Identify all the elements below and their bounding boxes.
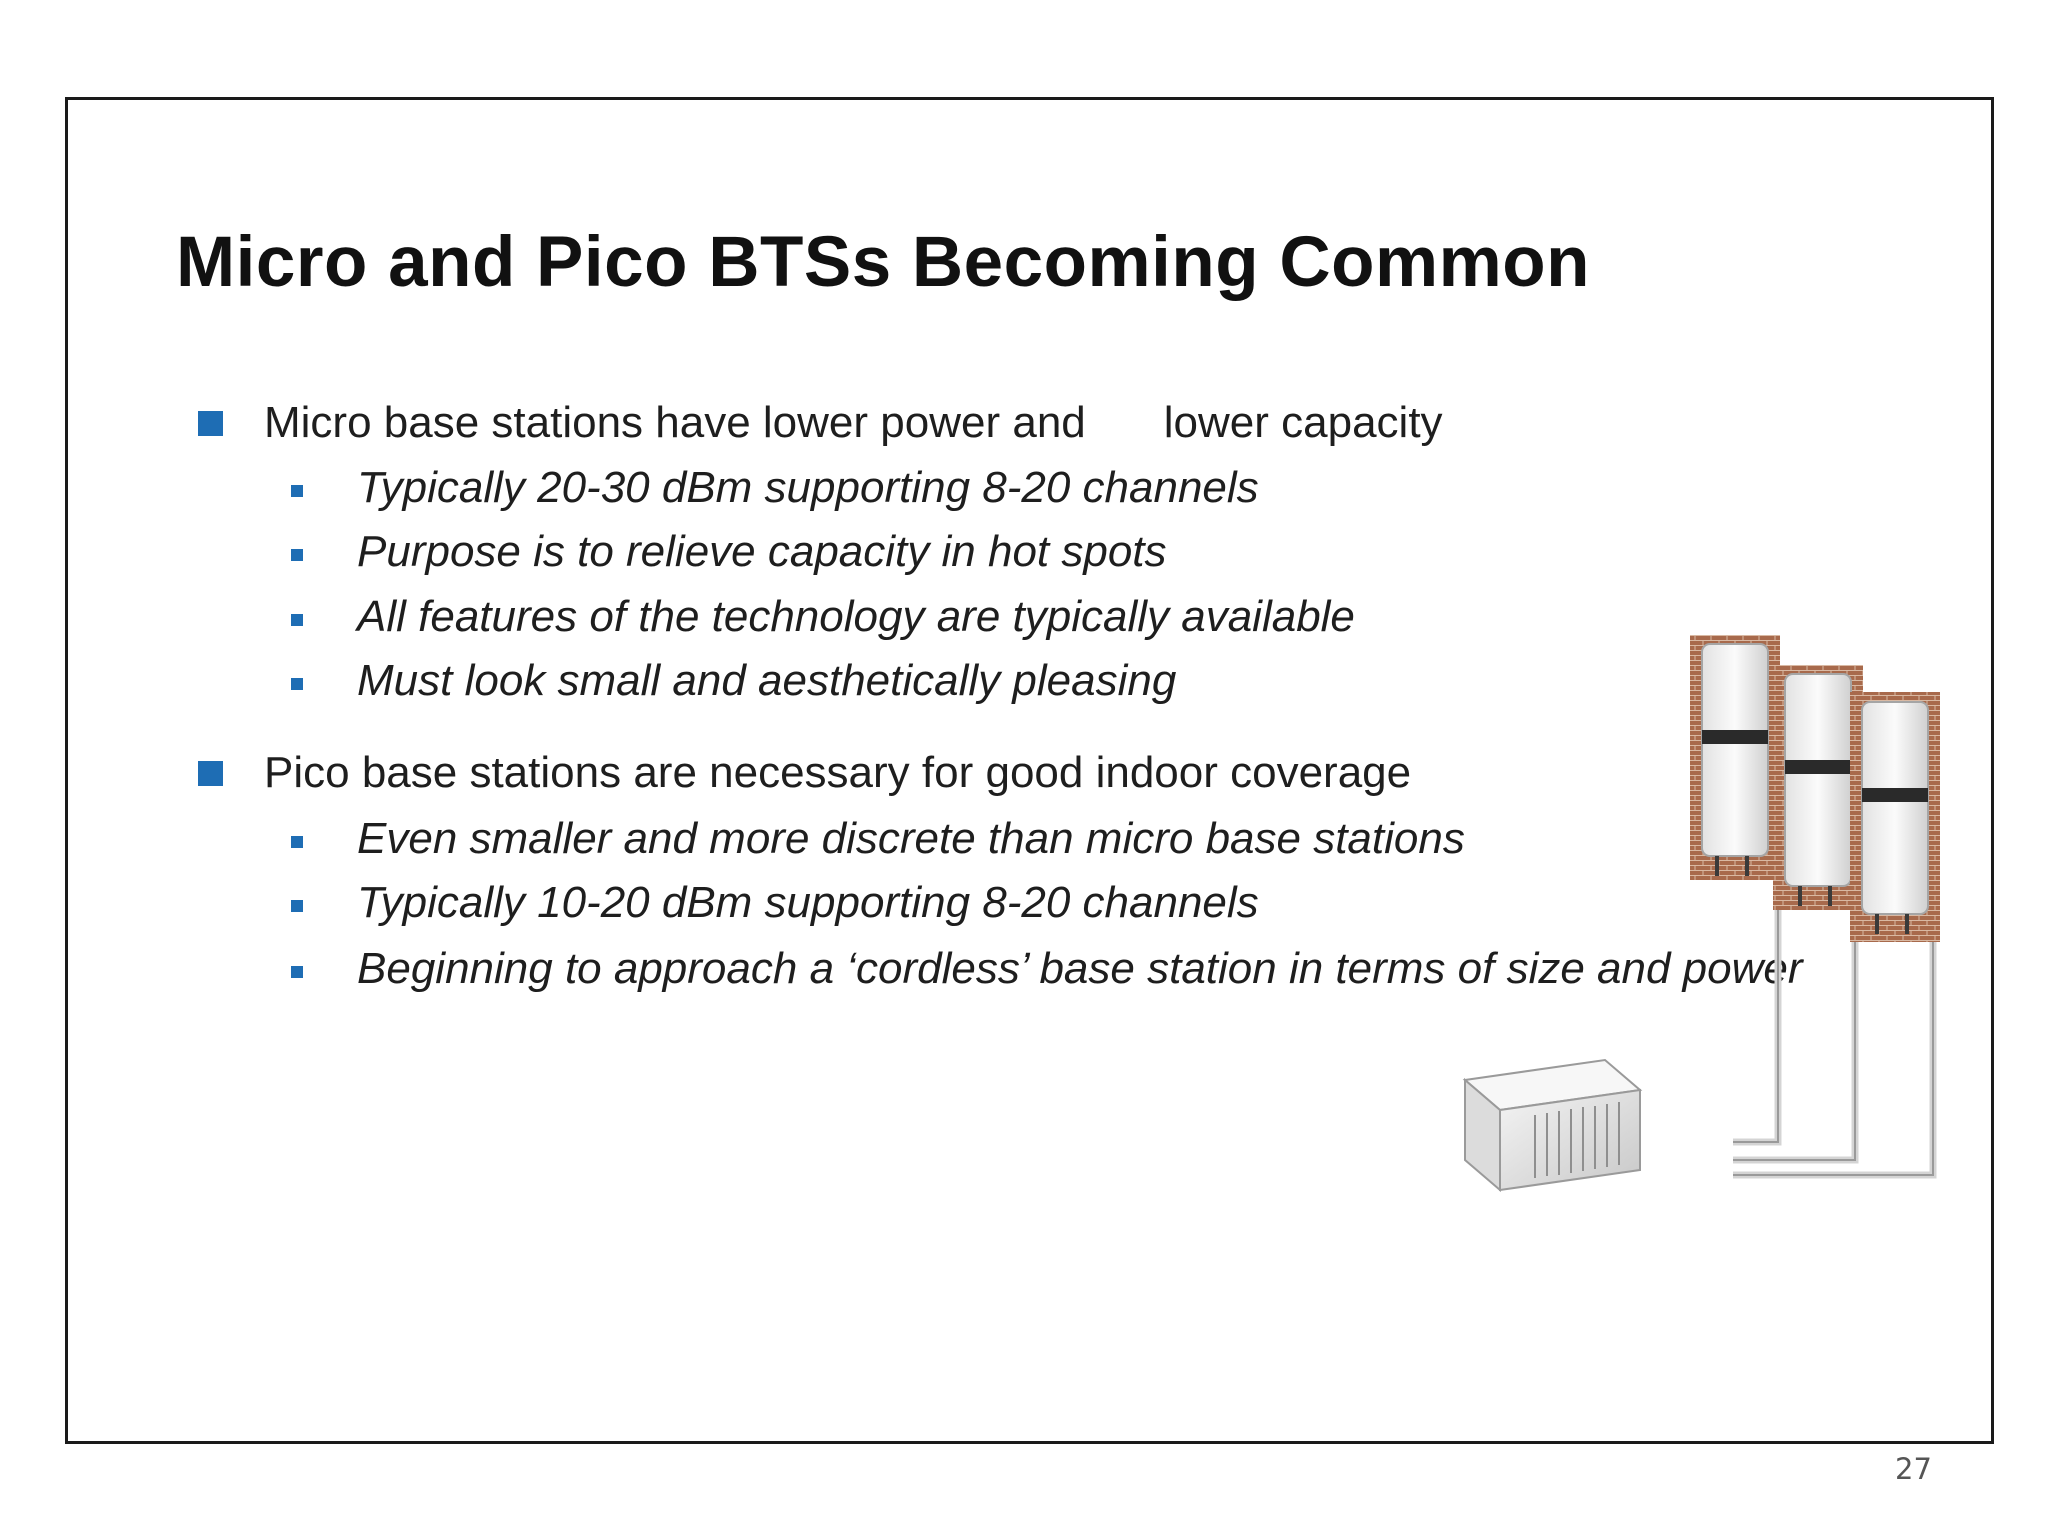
sub-bullet-text: Must look small and aesthetically pleasing bbox=[357, 656, 1177, 705]
sub-bullet bbox=[291, 525, 1167, 579]
sub-bullet bbox=[291, 461, 1259, 515]
small-square-bullet-icon bbox=[291, 900, 303, 912]
sub-bullet-text: Beginning to approach a ‘cordless’ base station in terms of size and power bbox=[357, 944, 1803, 993]
controller-box-icon bbox=[1465, 1060, 1640, 1190]
small-square-bullet-icon bbox=[291, 836, 303, 848]
bullet-text: Pico base stations are necessary for good indoor coverage bbox=[264, 748, 1412, 797]
bullet-pico bbox=[198, 748, 1411, 798]
sub-bullet-text: All features of the technology are typically available bbox=[357, 592, 1355, 641]
sub-bullet-text: Purpose is to relieve capacity in hot spots bbox=[357, 527, 1167, 576]
square-bullet-icon bbox=[198, 761, 223, 786]
bullet-text: Micro base stations have lower power and bbox=[264, 398, 1086, 447]
slide-title: Micro and Pico BTSs Becoming Common bbox=[176, 223, 1590, 302]
page-number: 27 bbox=[1895, 1452, 1932, 1486]
sub-bullet-text: Typically 10-20 dBm supporting 8-20 channels bbox=[357, 878, 1259, 927]
small-square-bullet-icon bbox=[291, 549, 303, 561]
sub-bullet bbox=[291, 654, 1176, 708]
small-square-bullet-icon bbox=[291, 966, 303, 978]
sub-bullet-text: Typically 20-30 dBm supporting 8-20 channels bbox=[357, 463, 1259, 512]
micro-base-station-unit-icon bbox=[1773, 665, 1863, 910]
micro-base-station-unit-icon bbox=[1690, 635, 1780, 880]
base-station-illustration bbox=[1455, 630, 1955, 1195]
square-bullet-icon bbox=[198, 411, 223, 436]
small-square-bullet-icon bbox=[291, 678, 303, 690]
sub-bullet bbox=[291, 590, 1355, 644]
micro-base-station-unit-icon bbox=[1850, 692, 1940, 942]
small-square-bullet-icon bbox=[291, 485, 303, 497]
bullet-text-continued: lower capacity bbox=[1163, 398, 1443, 447]
sub-bullet bbox=[291, 876, 1259, 930]
small-square-bullet-icon bbox=[291, 614, 303, 626]
sub-bullet-text: Even smaller and more discrete than micro base stations bbox=[357, 814, 1465, 863]
sub-bullet bbox=[291, 812, 1465, 866]
bullet-micro bbox=[198, 398, 1443, 448]
